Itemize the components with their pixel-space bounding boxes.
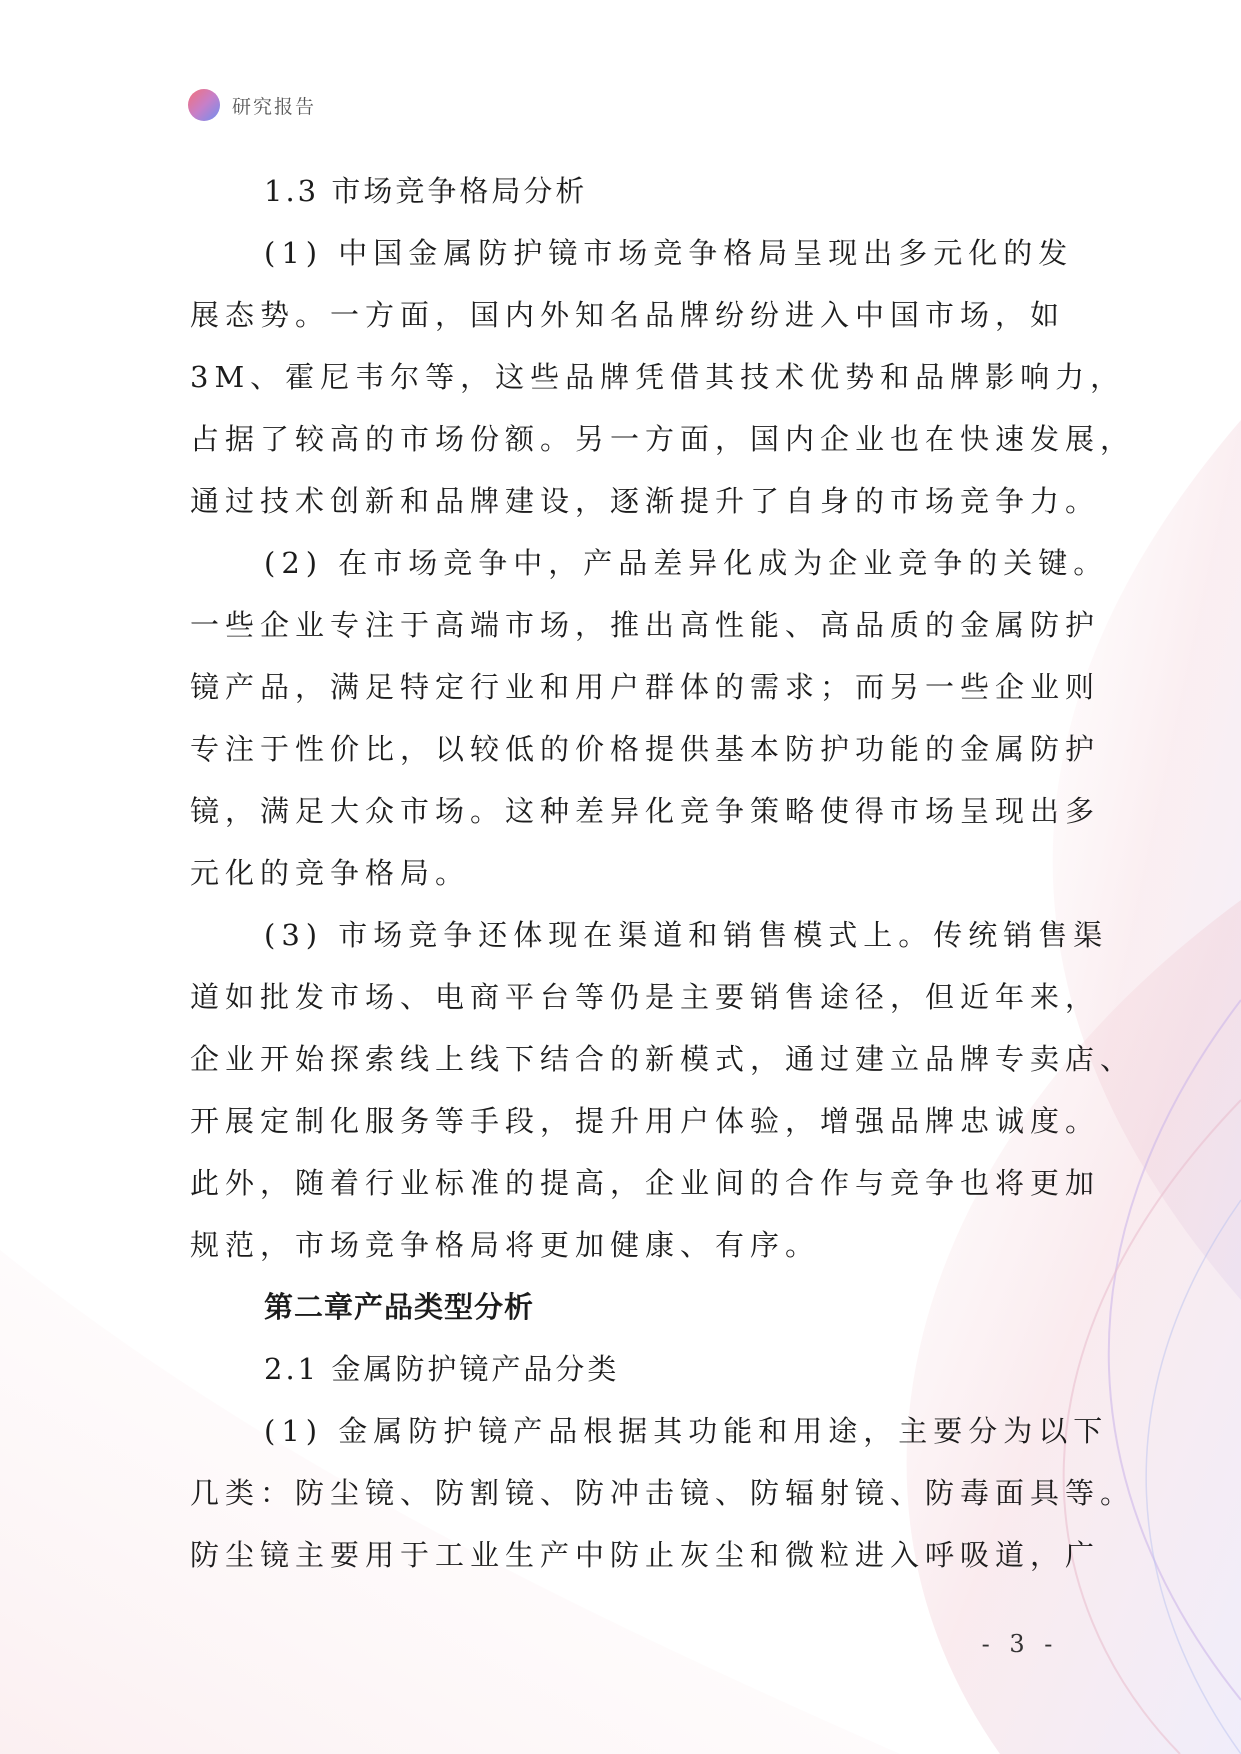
paragraph-line: 规范，市场竞争格局将更加健康、有序。 xyxy=(190,1228,821,1262)
paragraph-line: 通过技术创新和品牌建设，逐渐提升了自身的市场竞争力。 xyxy=(190,484,1101,518)
paragraph-line: 企业开始探索线上线下结合的新模式，通过建立品牌专卖店、 xyxy=(190,1042,1136,1076)
header-label: 研究报告 xyxy=(232,95,317,118)
paragraph-line: 镜，满足大众市场。这种差异化竞争策略使得市场呈现出多 xyxy=(190,794,1101,828)
paragraph-line: (3) 市场竞争还体现在渠道和销售模式上。传统销售渠 xyxy=(264,918,1109,952)
paragraph-line: 一些企业专注于高端市场，推出高性能、高品质的金属防护 xyxy=(190,608,1101,642)
document-body xyxy=(190,160,1136,1586)
chapter-title: 第二章产品类型分析 xyxy=(264,1290,535,1324)
paragraph-line: 此外，随着行业标准的提高，企业间的合作与竞争也将更加 xyxy=(190,1166,1101,1200)
paragraph-line: 3M、霍尼韦尔等，这些品牌凭借其技术优势和品牌影响力， xyxy=(190,360,1126,394)
paragraph-line: 专注于性价比，以较低的价格提供基本防护功能的金属防护 xyxy=(190,732,1101,766)
paragraph-line: 几类：防尘镜、防割镜、防冲击镜、防辐射镜、防毒面具等。 xyxy=(190,1476,1136,1510)
paragraph-line: 元化的竞争格局。 xyxy=(190,856,471,890)
paragraph-line: (1) 金属防护镜产品根据其功能和用途，主要分为以下 xyxy=(264,1414,1109,1448)
page-header xyxy=(188,89,316,121)
section-heading: 1.3 市场竞争格局分析 xyxy=(264,174,588,208)
paragraph-line: 占据了较高的市场份额。另一方面，国内企业也在快速发展， xyxy=(190,422,1136,456)
section-heading: 2.1 金属防护镜产品分类 xyxy=(264,1352,620,1386)
paragraph-line: 镜产品，满足特定行业和用户群体的需求；而另一些企业则 xyxy=(190,670,1101,704)
paragraph-line: (2) 在市场竞争中，产品差异化成为企业竞争的关键。 xyxy=(264,546,1109,580)
paragraph-line: 防尘镜主要用于工业生产中防止灰尘和微粒进入呼吸道，广 xyxy=(190,1538,1101,1572)
paragraph-line: 展态势。一方面，国内外知名品牌纷纷进入中国市场，如 xyxy=(190,298,1066,332)
logo-icon xyxy=(188,89,220,121)
paragraph-line: (1) 中国金属防护镜市场竞争格局呈现出多元化的发 xyxy=(264,236,1074,270)
page-number: - 3 - xyxy=(981,1630,1059,1658)
paragraph-line: 开展定制化服务等手段，提升用户体验，增强品牌忠诚度。 xyxy=(190,1104,1101,1138)
paragraph-line: 道如批发市场、电商平台等仍是主要销售途径，但近年来， xyxy=(190,980,1101,1014)
